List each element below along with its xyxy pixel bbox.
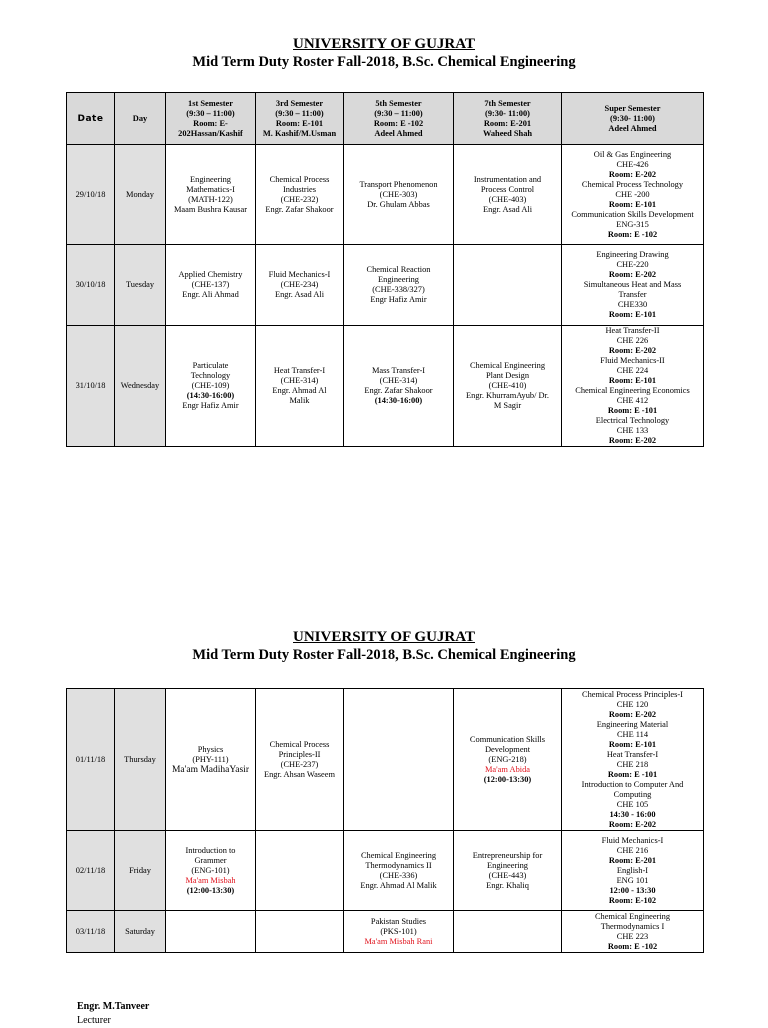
title-block-1: [0, 35, 768, 71]
roster-table-1: [66, 92, 704, 447]
sem3-cell: Heat Transfer-I (CHE-314) Engr. Ahmad Al Malik: [256, 326, 344, 447]
sem5-cell: Pakistan Studies (PKS-101) Ma'am Misbah Rani: [344, 911, 454, 953]
signatory-role: Lecturer: [77, 1015, 111, 1026]
roster-subtitle: Mid Term Duty Roster Fall-2018, B.Sc. Chemical Engineering: [192, 54, 576, 70]
sem3-cell: [256, 911, 344, 953]
sem5-cell: Mass Transfer-I (CHE-314) Engr. Zafar Shakoor (14:30-16:00): [344, 326, 454, 447]
header-date: Date: [67, 93, 115, 145]
sem1-cell: Particulate Technology (CHE-109) (14:30-16:00) Engr Hafiz Amir: [166, 326, 256, 447]
day-cell: Tuesday: [115, 245, 166, 326]
university-title: UNIVERSITY OF GUJRAT: [293, 629, 475, 645]
super-cell: Fluid Mechanics-I CHE 216 Room: E-201 English-I ENG 101 12:00 - 13:30 Room: E-102: [562, 831, 704, 911]
sem7-cell: Entrepreneurship for Engineering (CHE-443) Engr. Khaliq: [454, 831, 562, 911]
day-cell: Saturday: [115, 911, 166, 953]
sem7-cell: [454, 245, 562, 326]
table-row: [67, 831, 704, 911]
sem7-cell: Communication Skills Development (ENG-218) Ma'am Abida (12:00-13:30): [454, 689, 562, 831]
table-header-row: [67, 93, 704, 145]
roster-table-2: [66, 688, 704, 953]
date-cell: 31/10/18: [67, 326, 115, 447]
header-sem7: 7th Semester (9:30- 11:00) Room: E-201 Waheed Shah: [454, 93, 562, 145]
sem5-cell: Transport Phenomenon (CHE-303) Dr. Ghulam Abbas: [344, 145, 454, 245]
signatory-name: Engr. M.Tanveer: [77, 1001, 150, 1012]
day-cell: Friday: [115, 831, 166, 911]
header-day: Day: [115, 93, 166, 145]
sem5-cell: Chemical Reaction Engineering (CHE-338/327) Engr Hafiz Amir: [344, 245, 454, 326]
date-cell: 03/11/18: [67, 911, 115, 953]
super-cell: Oil & Gas Engineering CHE-426 Room: E-202 Chemical Process Technology CHE -200 Room: E-101 Communication Skills Development ENG-315 Room: E -102: [562, 145, 704, 245]
sem3-cell: Fluid Mechanics-I (CHE-234) Engr. Asad Ali: [256, 245, 344, 326]
super-cell: Engineering Drawing CHE-220 Room: E-202 Simultaneous Heat and Mass Transfer CHE330 Room: E-101: [562, 245, 704, 326]
header-sem1: 1st Semester (9:30 – 11:00) Room: E- 202Hassan/Kashif: [166, 93, 256, 145]
date-cell: 30/10/18: [67, 245, 115, 326]
sem1-cell: Applied Chemistry (CHE-137) Engr. Ali Ahmad: [166, 245, 256, 326]
sem1-cell: Introduction to Grammer (ENG-101) Ma'am Misbah (12:00-13:30): [166, 831, 256, 911]
table-row: [67, 911, 704, 953]
date-cell: 29/10/18: [67, 145, 115, 245]
sem1-cell: [166, 911, 256, 953]
day-cell: Monday: [115, 145, 166, 245]
super-cell: Chemical Engineering Thermodynamics I CHE 223 Room: E -102: [562, 911, 704, 953]
header-super: Super Semester (9:30- 11:00) Adeel Ahmed: [562, 93, 704, 145]
header-sem5: 5th Semester (9:30 – 11:00) Room: E -102 Adeel Ahmed: [344, 93, 454, 145]
sem7-cell: [454, 911, 562, 953]
sem3-cell: Chemical Process Principles-II (CHE-237) Engr. Ahsan Waseem: [256, 689, 344, 831]
sem5-cell: Chemical Engineering Thermodynamics II (CHE-336) Engr. Ahmad Al Malik: [344, 831, 454, 911]
super-cell: Heat Transfer-II CHE 226 Room: E-202 Fluid Mechanics-II CHE 224 Room: E-101 Chemical Engineering Economics CHE 412 Room: E -101 Electrical Technology CHE 133 Room: E-202: [562, 326, 704, 447]
sem3-cell: Chemical Process Industries (CHE-232) Engr. Zafar Shakoor: [256, 145, 344, 245]
roster-subtitle: Mid Term Duty Roster Fall-2018, B.Sc. Chemical Engineering: [192, 647, 576, 663]
super-cell: Chemical Process Principles-I CHE 120 Room: E-202 Engineering Material CHE 114 Room: E-101 Heat Transfer-I CHE 218 Room: E -101 Introduction to Computer And Computing CHE 105 14:30 - 16:00 Room: E-202: [562, 689, 704, 831]
sem1-cell: Engineering Mathematics-I (MATH-122) Maam Bushra Kausar: [166, 145, 256, 245]
sem3-cell: [256, 831, 344, 911]
table-row: [67, 689, 704, 831]
sem1-cell: Physics (PHY-111) Ma'am MadihaYasir: [166, 689, 256, 831]
sem7-cell: Chemical Engineering Plant Design (CHE-410) Engr. KhurramAyub/ Dr. M Sagir: [454, 326, 562, 447]
day-cell: Wednesday: [115, 326, 166, 447]
sem7-cell: Instrumentation and Process Control (CHE-403) Engr. Asad Ali: [454, 145, 562, 245]
sem5-cell: [344, 689, 454, 831]
table-row: [67, 245, 704, 326]
university-title: UNIVERSITY OF GUJRAT: [293, 36, 475, 52]
header-sem3: 3rd Semester (9:30 – 11:00) Room: E-101 M. Kashif/M.Usman: [256, 93, 344, 145]
day-cell: Thursday: [115, 689, 166, 831]
table-row: [67, 145, 704, 245]
table-row: [67, 326, 704, 447]
date-cell: 02/11/18: [67, 831, 115, 911]
date-cell: 01/11/18: [67, 689, 115, 831]
title-block-2: [0, 628, 768, 664]
